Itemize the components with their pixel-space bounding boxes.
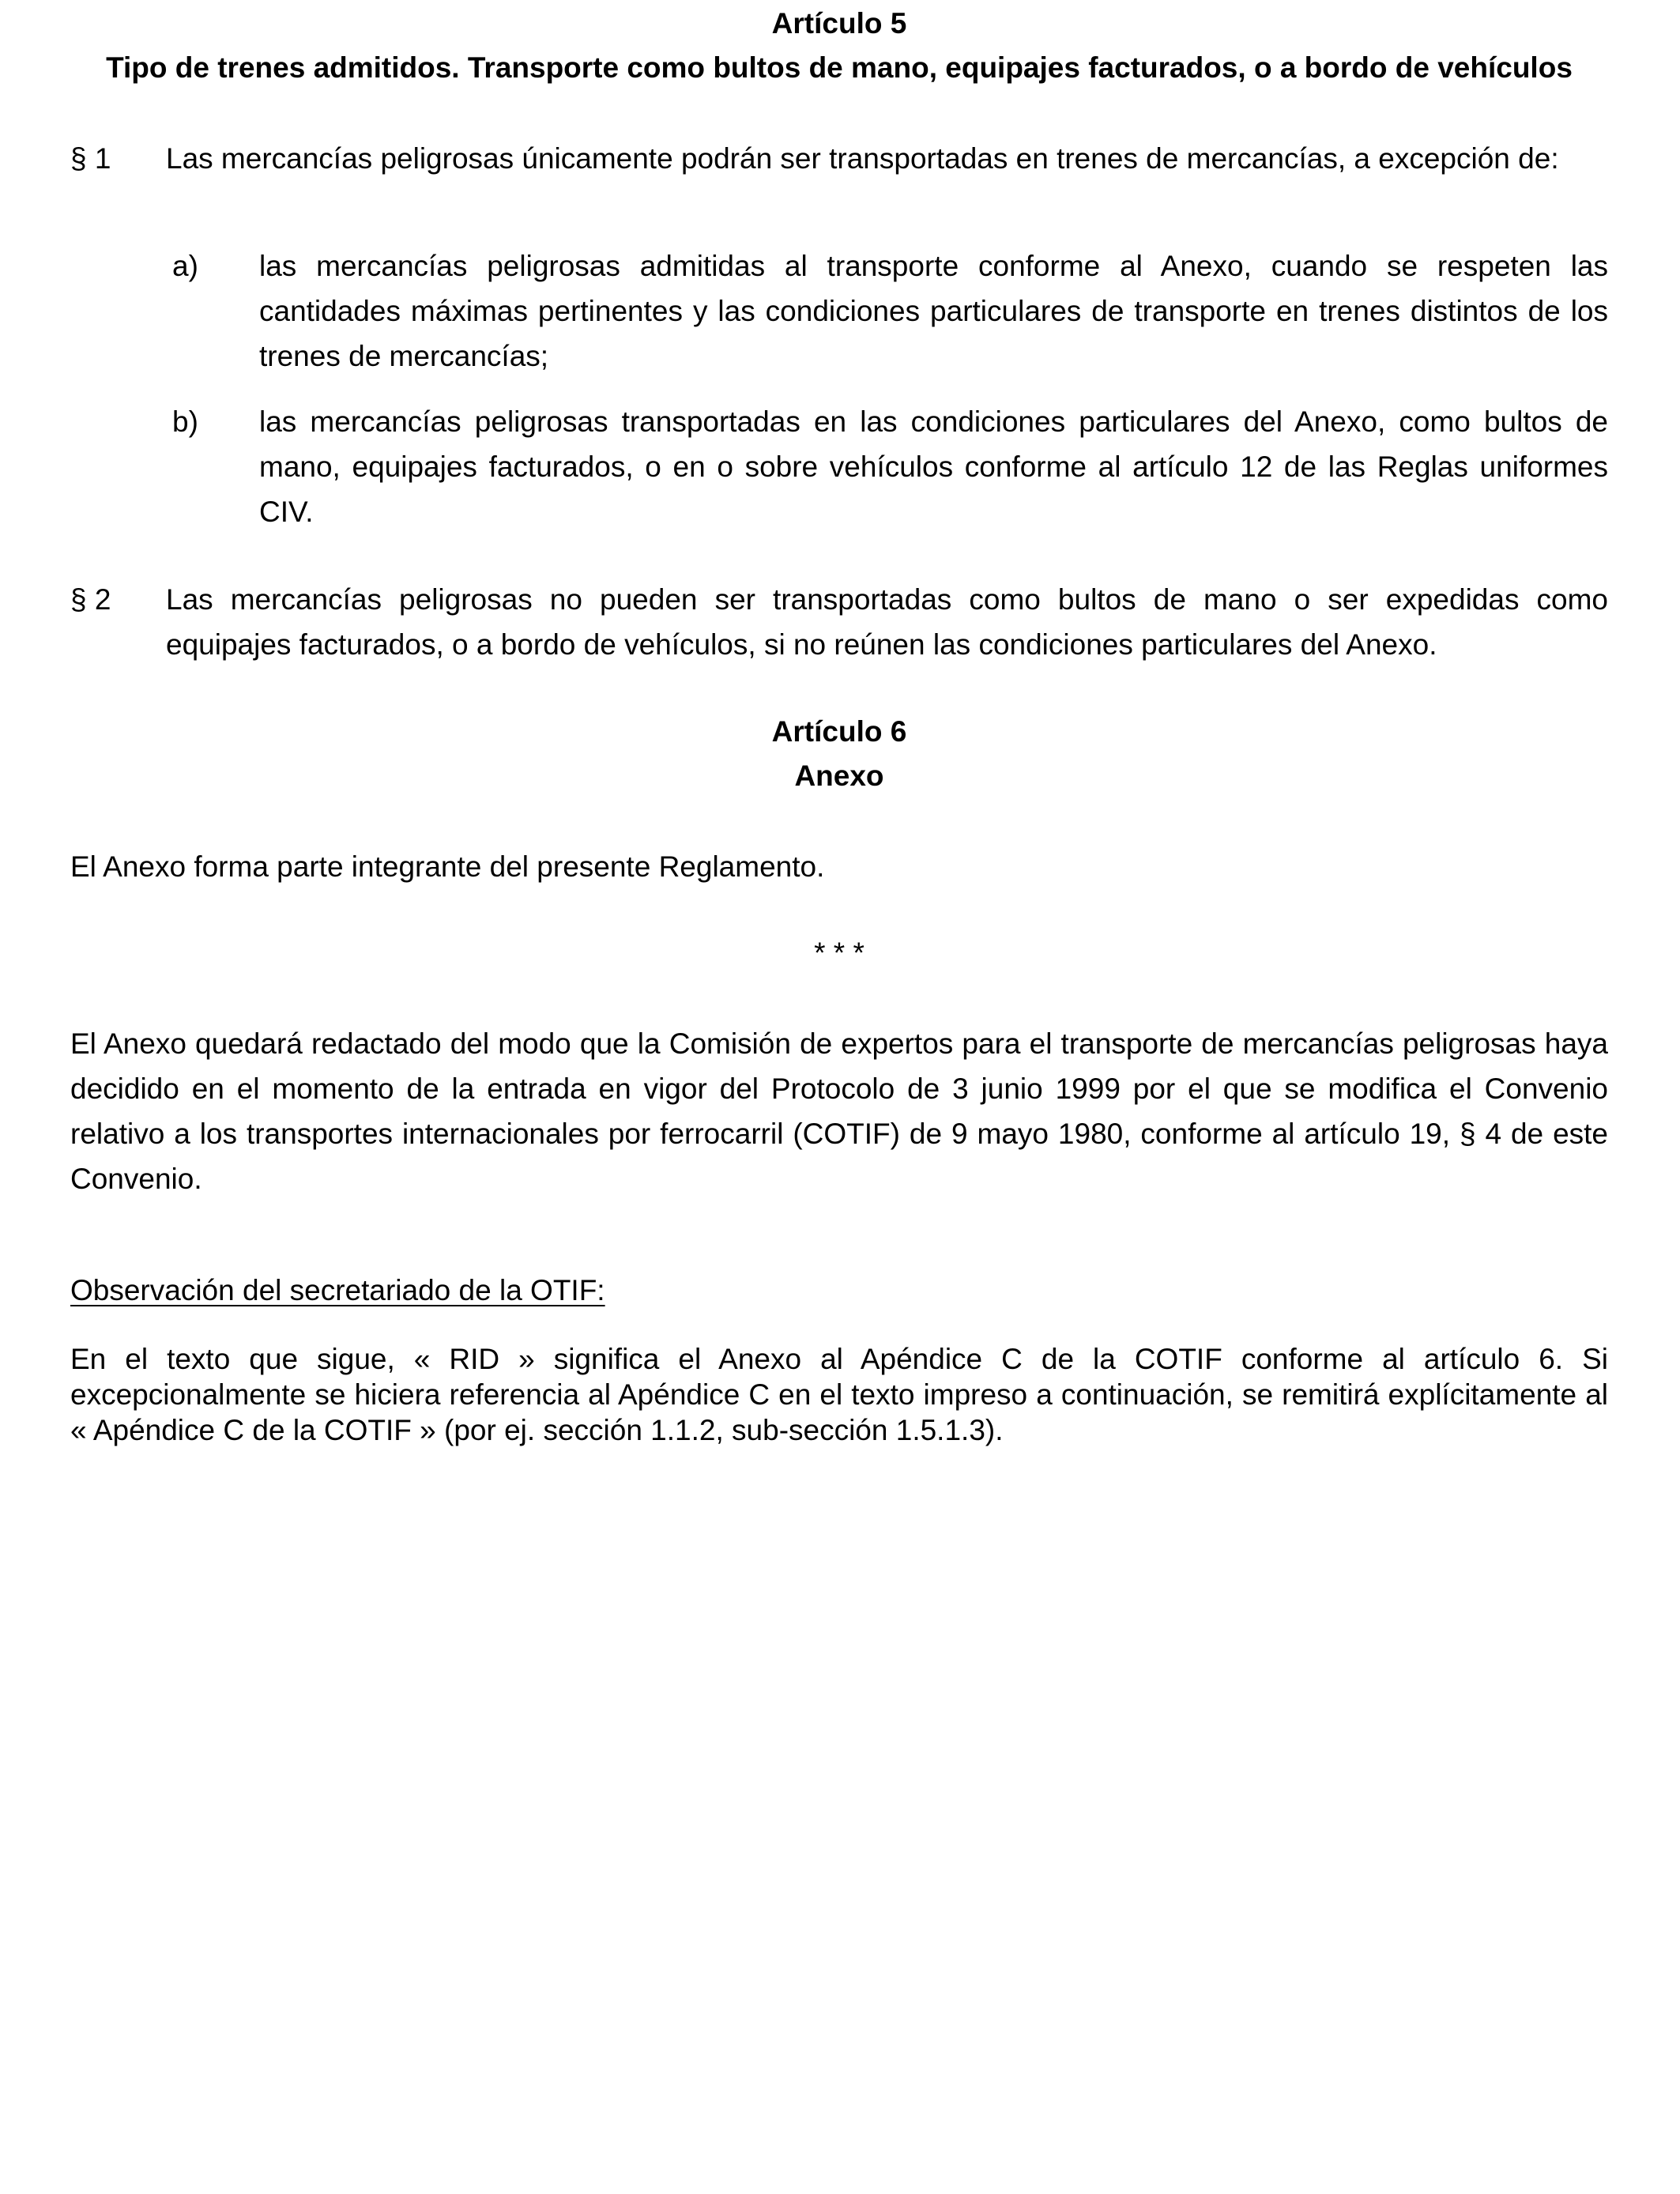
observation-title: Observación del secretariado de la OTIF: [70, 1274, 605, 1306]
article-5-heading: Artículo 5 [771, 7, 907, 40]
article-6-text: El Anexo forma parte integrante del presente Reglamento. [70, 850, 825, 883]
section-2-number: § 2 [70, 583, 111, 616]
item-a-text: las mercancías peligrosas admitidas al transporte conforme al Anexo, cuando se respeten las cantidades máximas pertinentes y las condiciones particulares de transporte en trenes distintos de los trenes de mercancías; [259, 250, 1608, 372]
item-a-label: a) [172, 250, 198, 282]
section-2-text: Las mercancías peligrosas no pueden ser transportadas como bultos de mano o ser expedidas como equipajes facturados, o a bordo de vehículos, si no reúnen las condiciones particulares del Anexo. [166, 583, 1608, 661]
article-6-subtitle: Anexo [794, 760, 884, 792]
section-1-text-content: Las mercancías peligrosas únicamente podrán ser transportadas en trenes de mercancías, a excepción de: [166, 142, 1559, 175]
closing-paragraph: El Anexo quedará redactado del modo que la Comisión de expertos para el transporte de mercancías peligrosas haya decidido en el momento de la entrada en vigor del Protocolo de 3 junio 1999 por el que se modifica el Convenio relativo a los transportes internacionales por ferrocarril (COTIF) de 9 mayo 1980, conforme al artículo 19, § 4 de este Convenio. [70, 1027, 1608, 1195]
observation-text: En el texto que sigue, « RID » significa el Anexo al Apéndice C de la COTIF conforme al artículo 6. Si excepcionalmente se hiciera referencia al Apéndice C en el texto impreso a continuación, se remitirá explícitamente al « Apéndice C de la COTIF » (por ej. sección 1.1.2, sub-sección 1.5.1.3). [70, 1343, 1608, 1446]
section-1-text [166, 136, 1608, 181]
article-5-subtitle: Tipo de trenes admitidos. Transporte como bultos de mano, equipajes facturados, o a bordo de vehículos [106, 51, 1573, 84]
section-1-number: § 1 [70, 142, 111, 175]
item-b-text: las mercancías peligrosas transportadas en las condiciones particulares del Anexo, como bultos de mano, equipajes facturados, o en o sobre vehículos conforme al artículo 12 de las Reglas uniformes CIV. [259, 405, 1608, 528]
article-6-heading: Artículo 6 [771, 715, 907, 748]
item-b-label: b) [172, 405, 198, 438]
separator-asterisks: * * * [814, 937, 864, 969]
